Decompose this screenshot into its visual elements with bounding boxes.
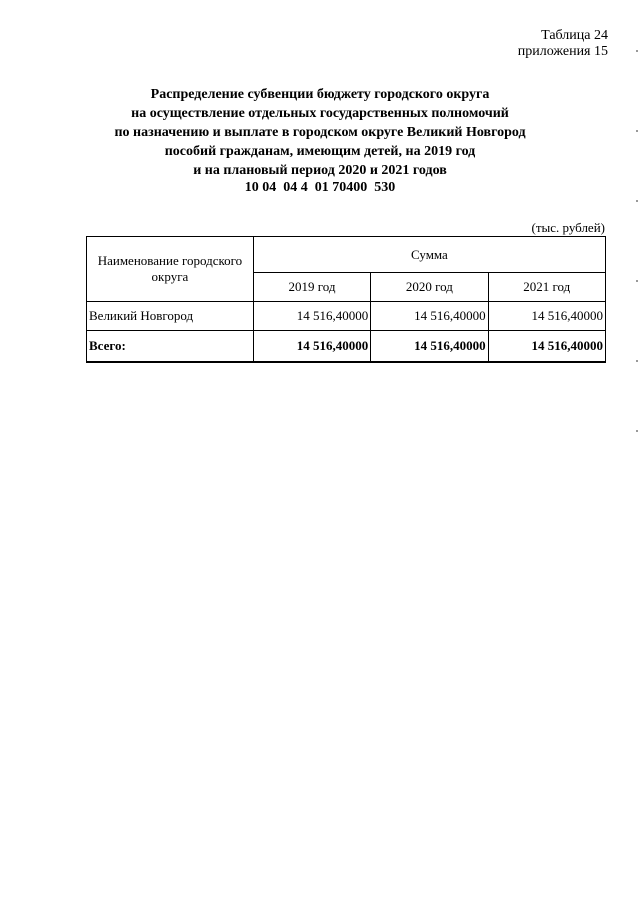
column-header-year: 2021 год (488, 273, 605, 302)
title-line: на осуществление отдельных государственных полномочий (131, 106, 509, 121)
title-line: пособий гражданам, имеющим детей, на 2019 год (164, 144, 476, 159)
total-label-cell: Всего: (87, 331, 254, 363)
table-row (87, 302, 606, 331)
document-title (0, 85, 640, 180)
amount-cell: 14 516,40000 (371, 302, 488, 331)
subsidy-table (86, 236, 606, 363)
table-total-row (87, 331, 606, 363)
table-reference (518, 28, 608, 60)
table-header-row (87, 237, 606, 273)
column-header-year: 2020 год (371, 273, 488, 302)
unit-label: (тыс. рублей) (531, 220, 605, 235)
total-amount-cell: 14 516,40000 (488, 331, 605, 363)
budget-classification-code: 10 04 04 4 01 70400 530 (244, 180, 396, 195)
title-line: Распределение субвенции бюджету городского округа (150, 87, 490, 102)
amount-cell: 14 516,40000 (253, 302, 370, 331)
total-amount-cell: 14 516,40000 (253, 331, 370, 363)
district-name-cell: Великий Новгород (87, 302, 254, 331)
scan-margin-marks (634, 30, 638, 450)
amount-cell: 14 516,40000 (488, 302, 605, 331)
column-header-sum: Сумма (253, 237, 605, 273)
appendix-number: приложения 15 (517, 44, 608, 59)
column-header-year: 2019 год (253, 273, 370, 302)
title-line: и на плановый период 2020 и 2021 годов (193, 163, 447, 178)
table-number: Таблица 24 (541, 28, 608, 43)
column-header-district: Наименование городского округа (87, 237, 254, 302)
total-amount-cell: 14 516,40000 (371, 331, 488, 363)
title-line: по назначению и выплате в городском округе Великий Новгород (114, 125, 526, 140)
